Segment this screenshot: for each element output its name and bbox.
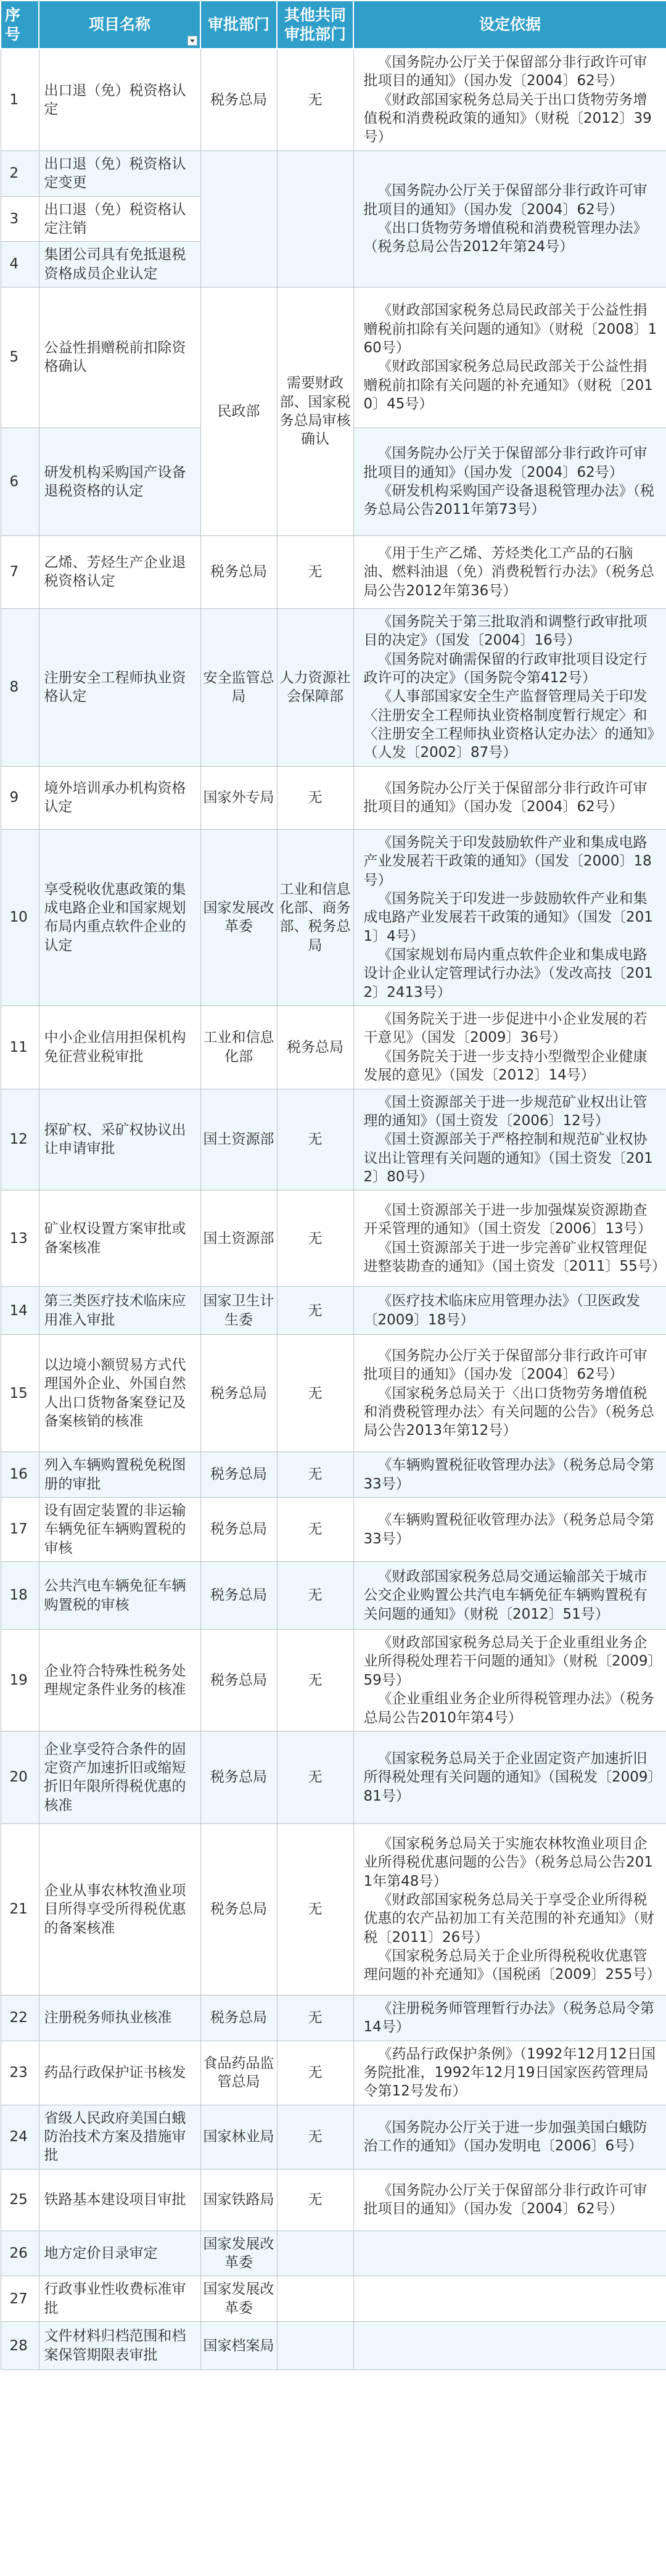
table-row (1, 608, 666, 766)
basis-line: 《财政部国家税务总局关于企业重组业务企业所得税处理若干问题的通知》（财税〔2009〕59号） (363, 1635, 656, 1688)
legal-basis (353, 1335, 666, 1452)
basis-line: 《财政部国家税务总局关于出口货物劳务增值税和消费税政策的通知》（财税〔2012〕39号） (363, 91, 652, 146)
table-row (1, 1335, 666, 1452)
item-name: 铁路基本建设项目审批 (39, 2169, 200, 2231)
table-row (1, 1823, 666, 1995)
co-approval-dept: 无 (277, 1562, 353, 1630)
approval-dept: 国土资源部 (200, 1191, 277, 1287)
table-row (1, 1452, 666, 1498)
item-name: 省级人民政府美国白蛾防治技术方案及措施审批 (39, 2105, 200, 2169)
table-row (1, 2105, 666, 2169)
basis-line: 《国务院关于第三批取消和调整行政审批项目的决定》（国发〔2004〕16号） (363, 613, 648, 649)
legal-basis (353, 2276, 666, 2322)
approval-dept: 国家林业局 (200, 2105, 277, 2169)
row-number: 6 (1, 427, 39, 535)
basis-line: 《国家规划布局内重点软件企业和集成电路设计企业认定管理试行办法》（发改高技〔2012〕2413号） (363, 946, 653, 1001)
item-name: 行政事业性收费标准审批 (39, 2276, 200, 2322)
basis-line: 《国务院办公厅关于保留部分非行政许可审批项目的通知》（国办发〔2004〕62号） (363, 54, 648, 89)
co-approval-dept: 无 (277, 49, 353, 151)
legal-basis (353, 427, 666, 535)
basis-line: 《人事部国家安全生产监督管理局关于印发〈注册安全工程师执业资格制度暂行规定〉和〈注册安全工程师执业资格认定办法〉的通知》（人发〔2002〕87号） (363, 688, 654, 761)
item-name: 地方定价目录审定 (39, 2231, 200, 2276)
co-approval-dept: 无 (277, 535, 353, 608)
basis-line: 《国务院关于进一步促进中小企业发展的若干意见》（国发〔2009〕36号） (363, 1011, 648, 1046)
item-name: 出口退（免）税资格认定变更 (39, 151, 200, 196)
item-name: 境外培训承办机构资格认定 (39, 766, 200, 829)
basis-line: 《财政部国家税务总局民政部关于公益性捐赠税前扣除有关问题的补充通知》（财税〔2010〕45号） (363, 358, 653, 413)
approval-dept: 税务总局 (200, 1498, 277, 1562)
co-approval-dept: 无 (277, 2041, 353, 2105)
legal-basis (353, 2041, 666, 2105)
legal-basis (353, 608, 666, 766)
table-row (1, 766, 666, 829)
legal-basis (353, 1630, 666, 1732)
basis-line: 《财政部国家税务总局交通运输部关于城市公交企业购置公共汽电车辆免征车辆购置税有关问题的通知》（财税〔2012〕51号） (363, 1569, 648, 1622)
table-row (1, 287, 666, 427)
approval-dept: 国家铁路局 (200, 2169, 277, 2231)
table-row (1, 1562, 666, 1630)
row-number: 17 (1, 1498, 39, 1562)
co-approval-dept: 工业和信息化部、商务部、税务总局 (277, 829, 353, 1005)
legal-basis (353, 2231, 666, 2276)
basis-line: 《国家税务总局关于〈出口货物劳务增值税和消费税管理办法〉有关问题的公告》（税务总局公告2013年第12号） (363, 1385, 654, 1439)
approval-dept: 国家外专局 (200, 766, 277, 829)
row-number: 2 (1, 151, 39, 196)
row-number: 25 (1, 2169, 39, 2231)
basis-line: 《企业重组业务企业所得税管理办法》（税务总局公告2010年第4号） (363, 1691, 654, 1726)
approval-dept: 安全监管总局 (200, 608, 277, 766)
approval-dept: 税务总局 (200, 1335, 277, 1452)
legal-basis (353, 1452, 666, 1498)
basis-line: 《国务院办公厅关于保留部分非行政许可审批项目的通知》（国办发〔2004〕62号） (363, 445, 648, 481)
item-name: 设有固定装置的非运输车辆免征车辆购置税的审核 (39, 1498, 200, 1562)
table-row (1, 1498, 666, 1562)
co-approval-dept (277, 151, 353, 287)
co-approval-dept: 无 (277, 1335, 353, 1452)
item-name: 研发机构采购国产设备退税资格的认定 (39, 427, 200, 535)
header-num: 序号 (1, 1, 39, 49)
approval-dept: 税务总局 (200, 1731, 277, 1823)
basis-line: 《国务院关于印发进一步鼓励软件产业和集成电路产业发展若干政策的通知》（国发〔2011〕4号） (363, 890, 653, 944)
co-approval-dept: 无 (277, 1498, 353, 1562)
header-basis: 设定依据 (353, 1, 666, 49)
approval-dept: 税务总局 (200, 535, 277, 608)
item-name: 公共汽电车辆免征车辆购置税的审核 (39, 1562, 200, 1630)
approval-dept: 民政部 (200, 287, 277, 535)
item-name: 享受税收优惠政策的集成电路企业和国家规划布局内重点软件企业的认定 (39, 829, 200, 1005)
table-row (1, 2169, 666, 2231)
basis-line: 《国土资源部关于进一步规范矿业权出让管理的通知》（国土资发〔2006〕12号） (363, 1094, 648, 1129)
legal-basis (353, 1498, 666, 1562)
table-body (1, 49, 666, 2370)
approval-dept: 国家发展改革委 (200, 2276, 277, 2322)
legal-basis (353, 2105, 666, 2169)
legal-basis (353, 49, 666, 151)
row-number: 27 (1, 2276, 39, 2322)
row-number: 24 (1, 2105, 39, 2169)
item-name: 文件材料归档范围和档案保管期限表审批 (39, 2322, 200, 2370)
approval-dept (200, 151, 277, 287)
basis-line: 《注册税务师管理暂行办法》（税务总局令第14号） (363, 2000, 654, 2036)
header-name-label: 项目名称 (88, 15, 150, 34)
table-row (1, 2322, 666, 2370)
basis-line: 《财政部国家税务总局关于享受企业所得税优惠的农产品初加工有关范围的补充通知》（财税〔2011〕26号） (363, 1892, 654, 1946)
basis-line: 《财政部国家税务总局民政部关于公益性捐赠税前扣除有关问题的通知》（财税〔2008〕160号） (363, 302, 657, 357)
row-number: 28 (1, 2322, 39, 2370)
header-row (1, 1, 666, 49)
item-name: 企业符合特殊性税务处理规定条件业务的核准 (39, 1630, 200, 1732)
basis-line: 《国务院办公厅关于保留部分非行政许可审批项目的通知》（国办发〔2004〕62号） (363, 183, 648, 218)
basis-line: 《用于生产乙烯、芳烃类化工产品的石脑油、燃料油退（免）消费税暂行办法》（税务总局公告2012年第36号） (363, 545, 654, 599)
co-approval-dept: 无 (277, 1823, 353, 1995)
co-approval-dept (277, 2322, 353, 2370)
approval-dept: 食品药品监管总局 (200, 2041, 277, 2105)
table-row (1, 49, 666, 151)
row-number: 12 (1, 1089, 39, 1191)
header-name[interactable] (39, 1, 200, 49)
approval-dept: 国家发展改革委 (200, 2231, 277, 2276)
basis-line: 《国家税务总局关于企业固定资产加速折旧所得税处理有关问题的通知》（国税发〔2009〕81号） (363, 1750, 656, 1804)
row-number: 23 (1, 2041, 39, 2105)
item-name: 集团公司具有免抵退税资格成员企业认定 (39, 242, 200, 287)
approval-dept: 税务总局 (200, 49, 277, 151)
legal-basis (353, 1731, 666, 1823)
row-number: 10 (1, 829, 39, 1005)
approval-dept: 税务总局 (200, 1630, 277, 1732)
item-name: 药品行政保护证书核发 (39, 2041, 200, 2105)
co-approval-dept: 无 (277, 1731, 353, 1823)
approval-dept: 税务总局 (200, 1452, 277, 1498)
co-approval-dept: 无 (277, 1191, 353, 1287)
row-number: 21 (1, 1823, 39, 1995)
co-approval-dept: 无 (277, 1089, 353, 1191)
approval-dept: 工业和信息化部 (200, 1006, 277, 1089)
co-approval-dept: 无 (277, 1287, 353, 1335)
co-approval-dept: 需要财政部、国家税务总局审核确认 (277, 287, 353, 535)
basis-line: 《国务院办公厅关于保留部分非行政许可审批项目的通知》（国办发〔2004〕62号） (363, 780, 648, 815)
legal-basis (353, 151, 666, 287)
row-number: 26 (1, 2231, 39, 2276)
header-other: 其他共同审批部门 (277, 1, 353, 49)
co-approval-dept: 税务总局 (277, 1006, 353, 1089)
legal-basis (353, 1191, 666, 1287)
basis-line: 《药品行政保护条例》（1992年12月12日国务院批准，1992年12月19日国家医药管理局令第12号发布） (363, 2046, 656, 2100)
legal-basis (353, 1287, 666, 1335)
approval-dept: 国土资源部 (200, 1089, 277, 1191)
table-row (1, 2276, 666, 2322)
approval-dept: 税务总局 (200, 1562, 277, 1630)
table-row (1, 1089, 666, 1191)
item-name: 企业享受符合条件的固定资产加速折旧或缩短折旧年限所得税优惠的核准 (39, 1731, 200, 1823)
table-row (1, 1731, 666, 1823)
legal-basis (353, 2169, 666, 2231)
table-row (1, 1287, 666, 1335)
row-number: 1 (1, 49, 39, 151)
item-name: 中小企业信用担保机构免征营业税审批 (39, 1006, 200, 1089)
legal-basis (353, 1823, 666, 1995)
co-approval-dept: 无 (277, 1630, 353, 1732)
table-row (1, 151, 666, 196)
legal-basis (353, 1562, 666, 1630)
basis-line: 《车辆购置税征收管理办法》（税务总局令第33号） (363, 1457, 654, 1492)
co-approval-dept: 无 (277, 1995, 353, 2041)
basis-line: 《国家税务总局关于实施农林牧渔业项目企业所得税优惠问题的公告》（税务总局公告2011年第48号） (363, 1835, 653, 1889)
table-row (1, 2231, 666, 2276)
legal-basis (353, 1995, 666, 2041)
basis-line: 《国务院办公厅关于保留部分非行政许可审批项目的通知》（国办发〔2004〕62号） (363, 1347, 648, 1383)
basis-line: 《医疗技术临床应用管理办法》（卫医政发〔2009〕18号） (363, 1293, 640, 1328)
co-approval-dept: 无 (277, 2105, 353, 2169)
approval-dept: 税务总局 (200, 1823, 277, 1995)
item-name: 注册税务师执业核准 (39, 1995, 200, 2041)
row-number: 20 (1, 1731, 39, 1823)
basis-line: 《出口货物劳务增值税和消费税管理办法》（税务总局公告2012年第24号） (363, 220, 648, 255)
table-row (1, 1995, 666, 2041)
table-row (1, 1630, 666, 1732)
row-number: 4 (1, 242, 39, 287)
basis-line: 《车辆购置税征收管理办法》（税务总局令第33号） (363, 1512, 654, 1547)
row-number: 13 (1, 1191, 39, 1287)
row-number: 8 (1, 608, 39, 766)
row-number: 15 (1, 1335, 39, 1452)
co-approval-dept: 无 (277, 766, 353, 829)
basis-line: 《国务院办公厅关于进一步加强美国白蛾防治工作的通知》（国办发明电〔2006〕6号） (363, 2119, 648, 2155)
approval-dept: 国家档案局 (200, 2322, 277, 2370)
legal-basis (353, 829, 666, 1005)
basis-line: 《国务院关于印发鼓励软件产业和集成电路产业发展若干政策的通知》（国发〔2000〕18号） (363, 834, 652, 888)
table-row (1, 829, 666, 1005)
approval-dept: 税务总局 (200, 1995, 277, 2041)
legal-basis (353, 766, 666, 829)
basis-line: 《国土资源部关于严格控制和规范矿业权协议出让管理有关问题的通知》（国土资发〔2012〕80号） (363, 1131, 653, 1185)
item-name: 出口退（免）税资格认定 (39, 49, 200, 151)
basis-line: 《研发机构采购国产设备退税管理办法》（税务总局公告2011年第73号） (363, 482, 654, 518)
co-approval-dept: 人力资源社会保障部 (277, 608, 353, 766)
co-approval-dept: 无 (277, 1452, 353, 1498)
basis-line: 《国务院办公厅关于保留部分非行政许可审批项目的通知》（国办发〔2004〕62号） (363, 2182, 648, 2218)
legal-basis (353, 1089, 666, 1191)
item-name: 公益性捐赠税前扣除资格确认 (39, 287, 200, 427)
legal-basis (353, 287, 666, 427)
co-approval-dept (277, 2231, 353, 2276)
item-name: 第三类医疗技术临床应用准入审批 (39, 1287, 200, 1335)
row-number: 22 (1, 1995, 39, 2041)
row-number: 19 (1, 1630, 39, 1732)
basis-line: 《国务院对确需保留的行政审批项目设定行政许可的决定》（国务院令第412号） (363, 651, 648, 687)
row-number: 3 (1, 196, 39, 242)
row-number: 11 (1, 1006, 39, 1089)
approval-dept: 国家卫生计生委 (200, 1287, 277, 1335)
item-name: 矿业权设置方案审批或备案核准 (39, 1191, 200, 1287)
co-approval-dept (277, 2276, 353, 2322)
item-name: 出口退（免）税资格认定注销 (39, 196, 200, 242)
item-name: 列入车辆购置税免税图册的审批 (39, 1452, 200, 1498)
item-name: 乙烯、芳烃生产企业退税资格认定 (39, 535, 200, 608)
table-row (1, 1006, 666, 1089)
table-row (1, 2041, 666, 2105)
approval-dept: 国家发展改革委 (200, 829, 277, 1005)
legal-basis (353, 535, 666, 608)
row-number: 5 (1, 287, 39, 427)
row-number: 14 (1, 1287, 39, 1335)
item-name: 以边境小额贸易方式代理国外企业、外国自然人出口货物备案登记及备案核销的核准 (39, 1335, 200, 1452)
item-name: 企业从事农林牧渔业项目所得享受所得税优惠的备案核准 (39, 1823, 200, 1995)
legal-basis (353, 2322, 666, 2370)
filter-dropdown-icon[interactable] (187, 36, 197, 46)
table-row (1, 1191, 666, 1287)
legal-basis (353, 1006, 666, 1089)
item-name: 探矿权、采矿权协议出让申请审批 (39, 1089, 200, 1191)
header-dept: 审批部门 (200, 1, 277, 49)
basis-line: 《国家税务总局关于企业所得税税收优惠管理问题的补充通知》（国税函〔2009〕255号） (363, 1948, 661, 1983)
row-number: 18 (1, 1562, 39, 1630)
basis-line: 《国土资源部关于进一步加强煤炭资源勘查开采管理的通知》（国土资发〔2006〕13号） (363, 1202, 652, 1237)
table-row (1, 535, 666, 608)
row-number: 9 (1, 766, 39, 829)
basis-line: 《国务院关于进一步支持小型微型企业健康发展的意见》（国发〔2012〕14号） (363, 1048, 648, 1084)
co-approval-dept: 无 (277, 2169, 353, 2231)
basis-line: 《国土资源部关于进一步完善矿业权管理促进整装勘查的通知》（国土资发〔2011〕55号） (363, 1239, 666, 1275)
row-number: 7 (1, 535, 39, 608)
row-number: 16 (1, 1452, 39, 1498)
item-name: 注册安全工程师执业资格认定 (39, 608, 200, 766)
